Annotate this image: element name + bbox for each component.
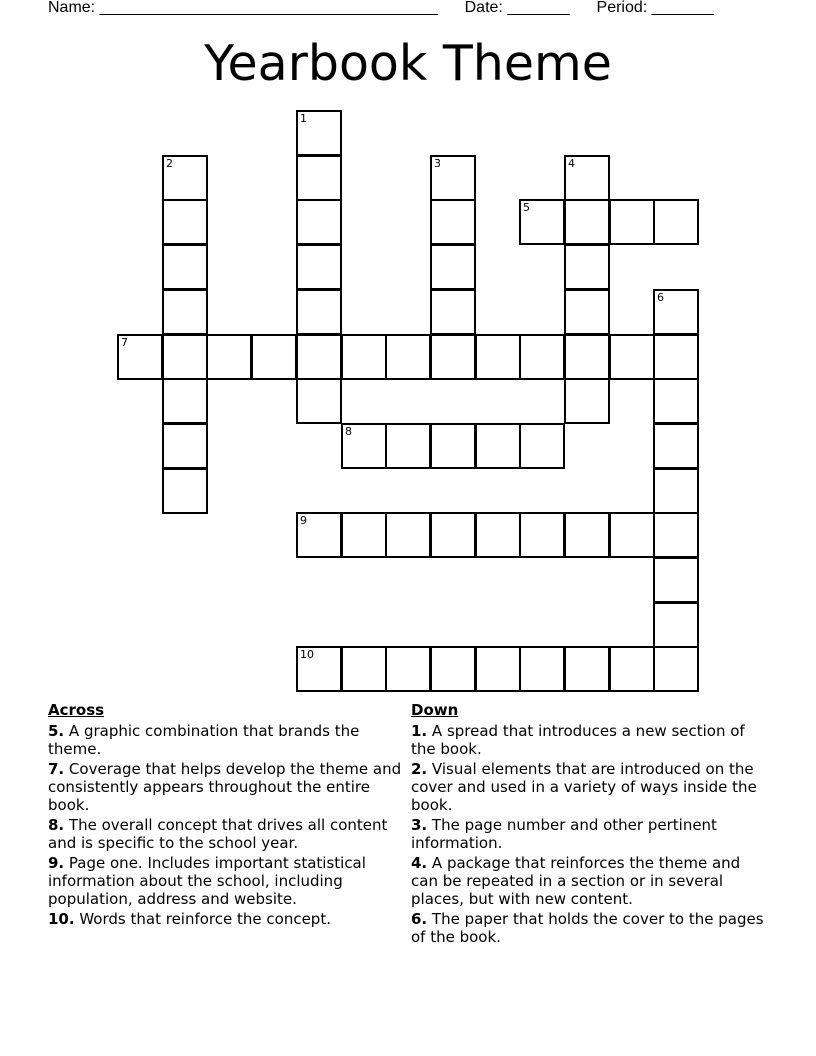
clue-number-label: 3. xyxy=(411,816,428,834)
grid-cell[interactable] xyxy=(430,512,476,558)
grid-cell[interactable] xyxy=(296,334,342,380)
across-clue xyxy=(48,760,404,814)
grid-cell[interactable] xyxy=(475,423,521,469)
grid-cell[interactable] xyxy=(430,334,476,380)
date-field-label[interactable]: Date: _______ xyxy=(464,0,570,16)
grid-cell[interactable] xyxy=(430,199,476,245)
across-heading: Across xyxy=(48,701,105,719)
period-field-label[interactable]: Period: _______ xyxy=(596,0,714,16)
clue-number-label: 9. xyxy=(48,854,65,872)
clue-text: The paper that holds the cover to the pages of the book. xyxy=(411,910,764,946)
across-clue xyxy=(48,816,404,852)
grid-cell[interactable] xyxy=(117,334,163,380)
grid-cell[interactable] xyxy=(519,512,565,558)
grid-cell[interactable] xyxy=(430,155,476,201)
clue-text: The overall concept that drives all content and is specific to the school year. xyxy=(48,816,388,852)
clue-text: A spread that introduces a new section of the book. xyxy=(411,722,745,758)
grid-cell[interactable] xyxy=(162,468,208,514)
clue-number: 8 xyxy=(345,425,352,438)
grid-cell[interactable] xyxy=(653,289,699,335)
grid-cell[interactable] xyxy=(609,512,655,558)
down-heading: Down xyxy=(411,701,459,719)
clue-text: Coverage that helps develop the theme and consistently appears throughout the entire book. xyxy=(48,760,402,814)
grid-cell[interactable] xyxy=(296,646,342,692)
grid-cell[interactable] xyxy=(564,334,610,380)
clue-text: Page one. Includes important statistical information about the school, including population, address and website. xyxy=(48,854,366,908)
clue-number-label: 6. xyxy=(411,910,428,928)
grid-cell[interactable] xyxy=(206,334,252,380)
grid-cell[interactable] xyxy=(653,334,699,380)
grid-cell[interactable] xyxy=(385,334,431,380)
grid-cell[interactable] xyxy=(519,334,565,380)
clue-number-label: 2. xyxy=(411,760,428,778)
grid-cell[interactable] xyxy=(653,512,699,558)
clue-text: A package that reinforces the theme and can be repeated in a section or in several places, but with new content. xyxy=(411,854,741,908)
grid-cell[interactable] xyxy=(341,334,387,380)
grid-cell[interactable] xyxy=(653,468,699,514)
grid-cell[interactable] xyxy=(564,244,610,290)
clue-number: 3 xyxy=(434,157,441,170)
grid-cell[interactable] xyxy=(564,155,610,201)
down-clues xyxy=(411,700,771,948)
grid-cell[interactable] xyxy=(385,512,431,558)
down-clue xyxy=(411,854,771,908)
clue-text: Words that reinforce the concept. xyxy=(79,910,331,928)
grid-cell[interactable] xyxy=(162,199,208,245)
across-clues xyxy=(48,700,404,930)
page-title: Yearbook Theme xyxy=(204,35,612,92)
grid-cell[interactable] xyxy=(430,646,476,692)
grid-cell[interactable] xyxy=(653,199,699,245)
down-clue xyxy=(411,722,771,758)
grid-cell[interactable] xyxy=(519,199,565,245)
grid-cell[interactable] xyxy=(564,378,610,424)
grid-cell[interactable] xyxy=(162,289,208,335)
grid-cell[interactable] xyxy=(564,199,610,245)
clue-number-label: 4. xyxy=(411,854,428,872)
clue-number: 4 xyxy=(568,157,575,170)
grid-cell[interactable] xyxy=(162,155,208,201)
grid-cell[interactable] xyxy=(430,289,476,335)
clue-text: Visual elements that are introduced on the cover and used in a variety of ways inside the book. xyxy=(411,760,757,814)
clue-number: 2 xyxy=(166,157,173,170)
grid-cell[interactable] xyxy=(564,646,610,692)
clue-text: The page number and other pertinent information. xyxy=(411,816,717,852)
clue-number-label: 10. xyxy=(48,910,75,928)
grid-cell[interactable] xyxy=(564,512,610,558)
clue-number: 9 xyxy=(300,514,307,527)
clue-number-label: 7. xyxy=(48,760,65,778)
grid-cell[interactable] xyxy=(475,646,521,692)
grid-cell[interactable] xyxy=(296,378,342,424)
grid-cell[interactable] xyxy=(430,244,476,290)
clue-number: 5 xyxy=(523,201,530,214)
down-clue xyxy=(411,816,771,852)
grid-cell[interactable] xyxy=(296,289,342,335)
down-clue xyxy=(411,910,771,946)
grid-cell[interactable] xyxy=(609,334,655,380)
grid-cell[interactable] xyxy=(609,646,655,692)
grid-cell[interactable] xyxy=(564,289,610,335)
name-field-label[interactable]: Name: ______________________________________ xyxy=(48,0,438,16)
grid-cell[interactable] xyxy=(653,602,699,648)
grid-cell[interactable] xyxy=(341,512,387,558)
grid-cell[interactable] xyxy=(475,512,521,558)
grid-cell[interactable] xyxy=(653,423,699,469)
grid-cell[interactable] xyxy=(341,423,387,469)
across-clue xyxy=(48,854,404,908)
clue-number: 7 xyxy=(121,336,128,349)
clue-number: 6 xyxy=(657,291,664,304)
grid-cell[interactable] xyxy=(385,646,431,692)
clue-number-label: 1. xyxy=(411,722,428,740)
grid-cell[interactable] xyxy=(162,378,208,424)
across-clue xyxy=(48,722,404,758)
clue-number: 1 xyxy=(300,112,307,125)
grid-cell[interactable] xyxy=(296,512,342,558)
down-clue xyxy=(411,760,771,814)
grid-cell[interactable] xyxy=(519,423,565,469)
grid-cell[interactable] xyxy=(653,557,699,603)
grid-cell[interactable] xyxy=(296,199,342,245)
across-clue xyxy=(48,910,404,928)
clue-number-label: 8. xyxy=(48,816,65,834)
grid-cell[interactable] xyxy=(296,244,342,290)
grid-cell[interactable] xyxy=(162,244,208,290)
grid-cell[interactable] xyxy=(475,334,521,380)
grid-cell[interactable] xyxy=(609,199,655,245)
clue-number: 10 xyxy=(300,648,314,661)
grid-cell[interactable] xyxy=(430,423,476,469)
grid-cell[interactable] xyxy=(653,378,699,424)
grid-cell[interactable] xyxy=(385,423,431,469)
grid-cell[interactable] xyxy=(296,110,342,156)
grid-cell[interactable] xyxy=(519,646,565,692)
grid-cell[interactable] xyxy=(341,646,387,692)
grid-cell[interactable] xyxy=(162,423,208,469)
grid-cell[interactable] xyxy=(162,334,208,380)
clue-number-label: 5. xyxy=(48,722,65,740)
clue-text: A graphic combination that brands the theme. xyxy=(48,722,360,758)
grid-cell[interactable] xyxy=(653,646,699,692)
grid-cell[interactable] xyxy=(251,334,297,380)
grid-cell[interactable] xyxy=(296,155,342,201)
